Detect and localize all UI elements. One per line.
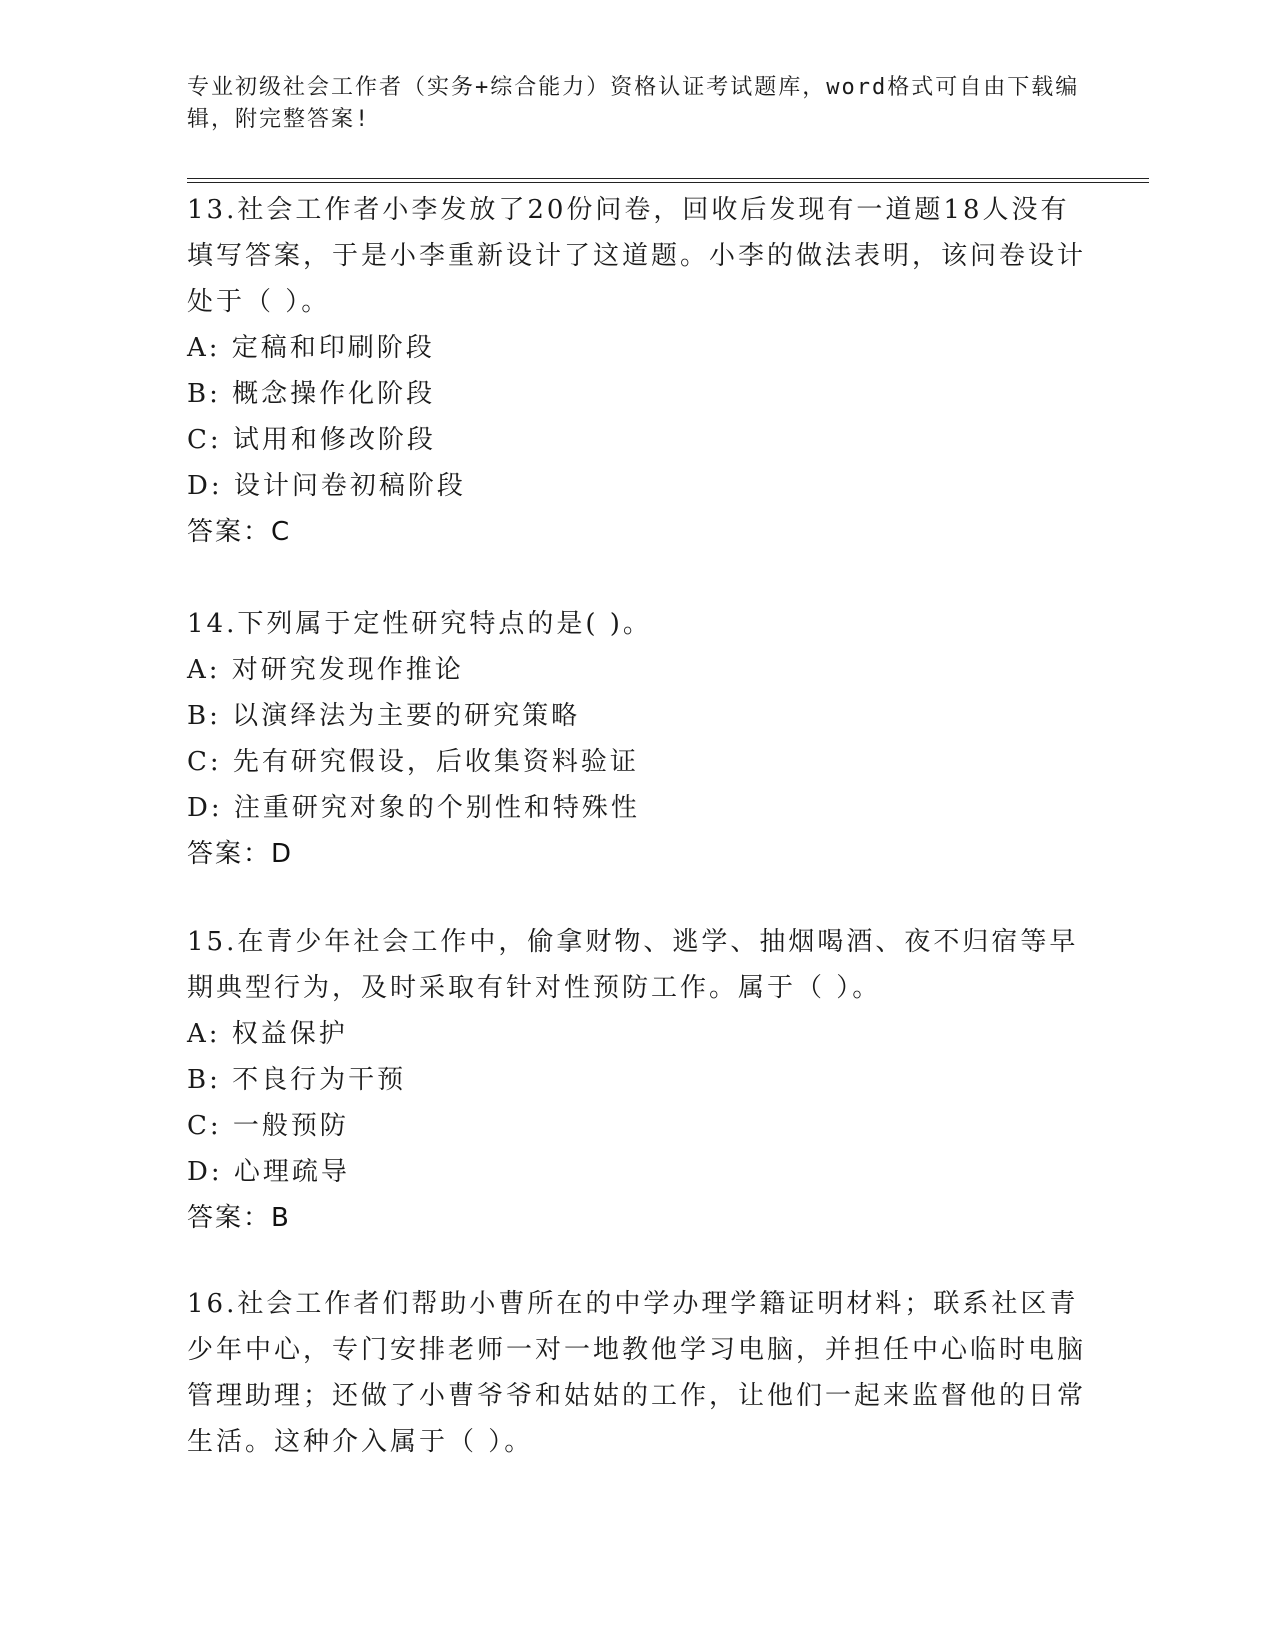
option-d: D: 注重研究对象的个别性和特殊性 xyxy=(187,793,640,823)
option-d: D: 心理疏导 xyxy=(187,1157,350,1187)
question-13 xyxy=(187,187,1087,555)
option-a: A: 对研究发现作推论 xyxy=(187,655,464,685)
question-15 xyxy=(187,919,1087,1241)
option-a: A: 权益保护 xyxy=(187,1019,348,1049)
option-a: A: 定稿和印刷阶段 xyxy=(187,333,435,363)
answer-line: 答案：C xyxy=(187,517,292,547)
option-c: C: 试用和修改阶段 xyxy=(187,425,436,455)
answer-line: 答案：D xyxy=(187,839,294,869)
header-divider-bottom xyxy=(187,182,1149,183)
question-stem: 16.社会工作者们帮助小曹所在的中学办理学籍证明材料；联系社区青少年中心，专门安排老师一对一地教他学习电脑，并担任中心临时电脑管理助理；还做了小曹爷爷和姑姑的工作，让他们一起来监督他的日常生活。这种介入属于（ ）。 xyxy=(187,1289,1087,1457)
question-stem: 13.社会工作者小李发放了20份问卷，回收后发现有一道题18人没有填写答案，于是小李重新设计了这道题。小李的做法表明，该问卷设计处于（ ）。 xyxy=(187,195,1087,317)
header-divider-top xyxy=(187,178,1149,179)
answer-line: 答案：B xyxy=(187,1203,291,1233)
option-b: B: 不良行为干预 xyxy=(187,1065,407,1095)
question-16 xyxy=(187,1281,1087,1465)
question-14 xyxy=(187,601,1087,877)
option-c: C: 先有研究假设，后收集资料验证 xyxy=(187,747,639,777)
document-header: 专业初级社会工作者（实务+综合能力）资格认证考试题库，word格式可自由下载编辑，附完整答案! xyxy=(187,75,1080,132)
question-stem: 14.下列属于定性研究特点的是( )。 xyxy=(187,609,652,639)
option-b: B: 概念操作化阶段 xyxy=(187,379,436,409)
question-stem: 15.在青少年社会工作中，偷拿财物、逃学、抽烟喝酒、夜不归宿等早期典型行为，及时采取有针对性预防工作。属于（ ）。 xyxy=(187,927,1079,1003)
option-d: D: 设计问卷初稿阶段 xyxy=(187,471,466,501)
option-c: C: 一般预防 xyxy=(187,1111,349,1141)
option-b: B: 以演绎法为主要的研究策略 xyxy=(187,701,581,731)
